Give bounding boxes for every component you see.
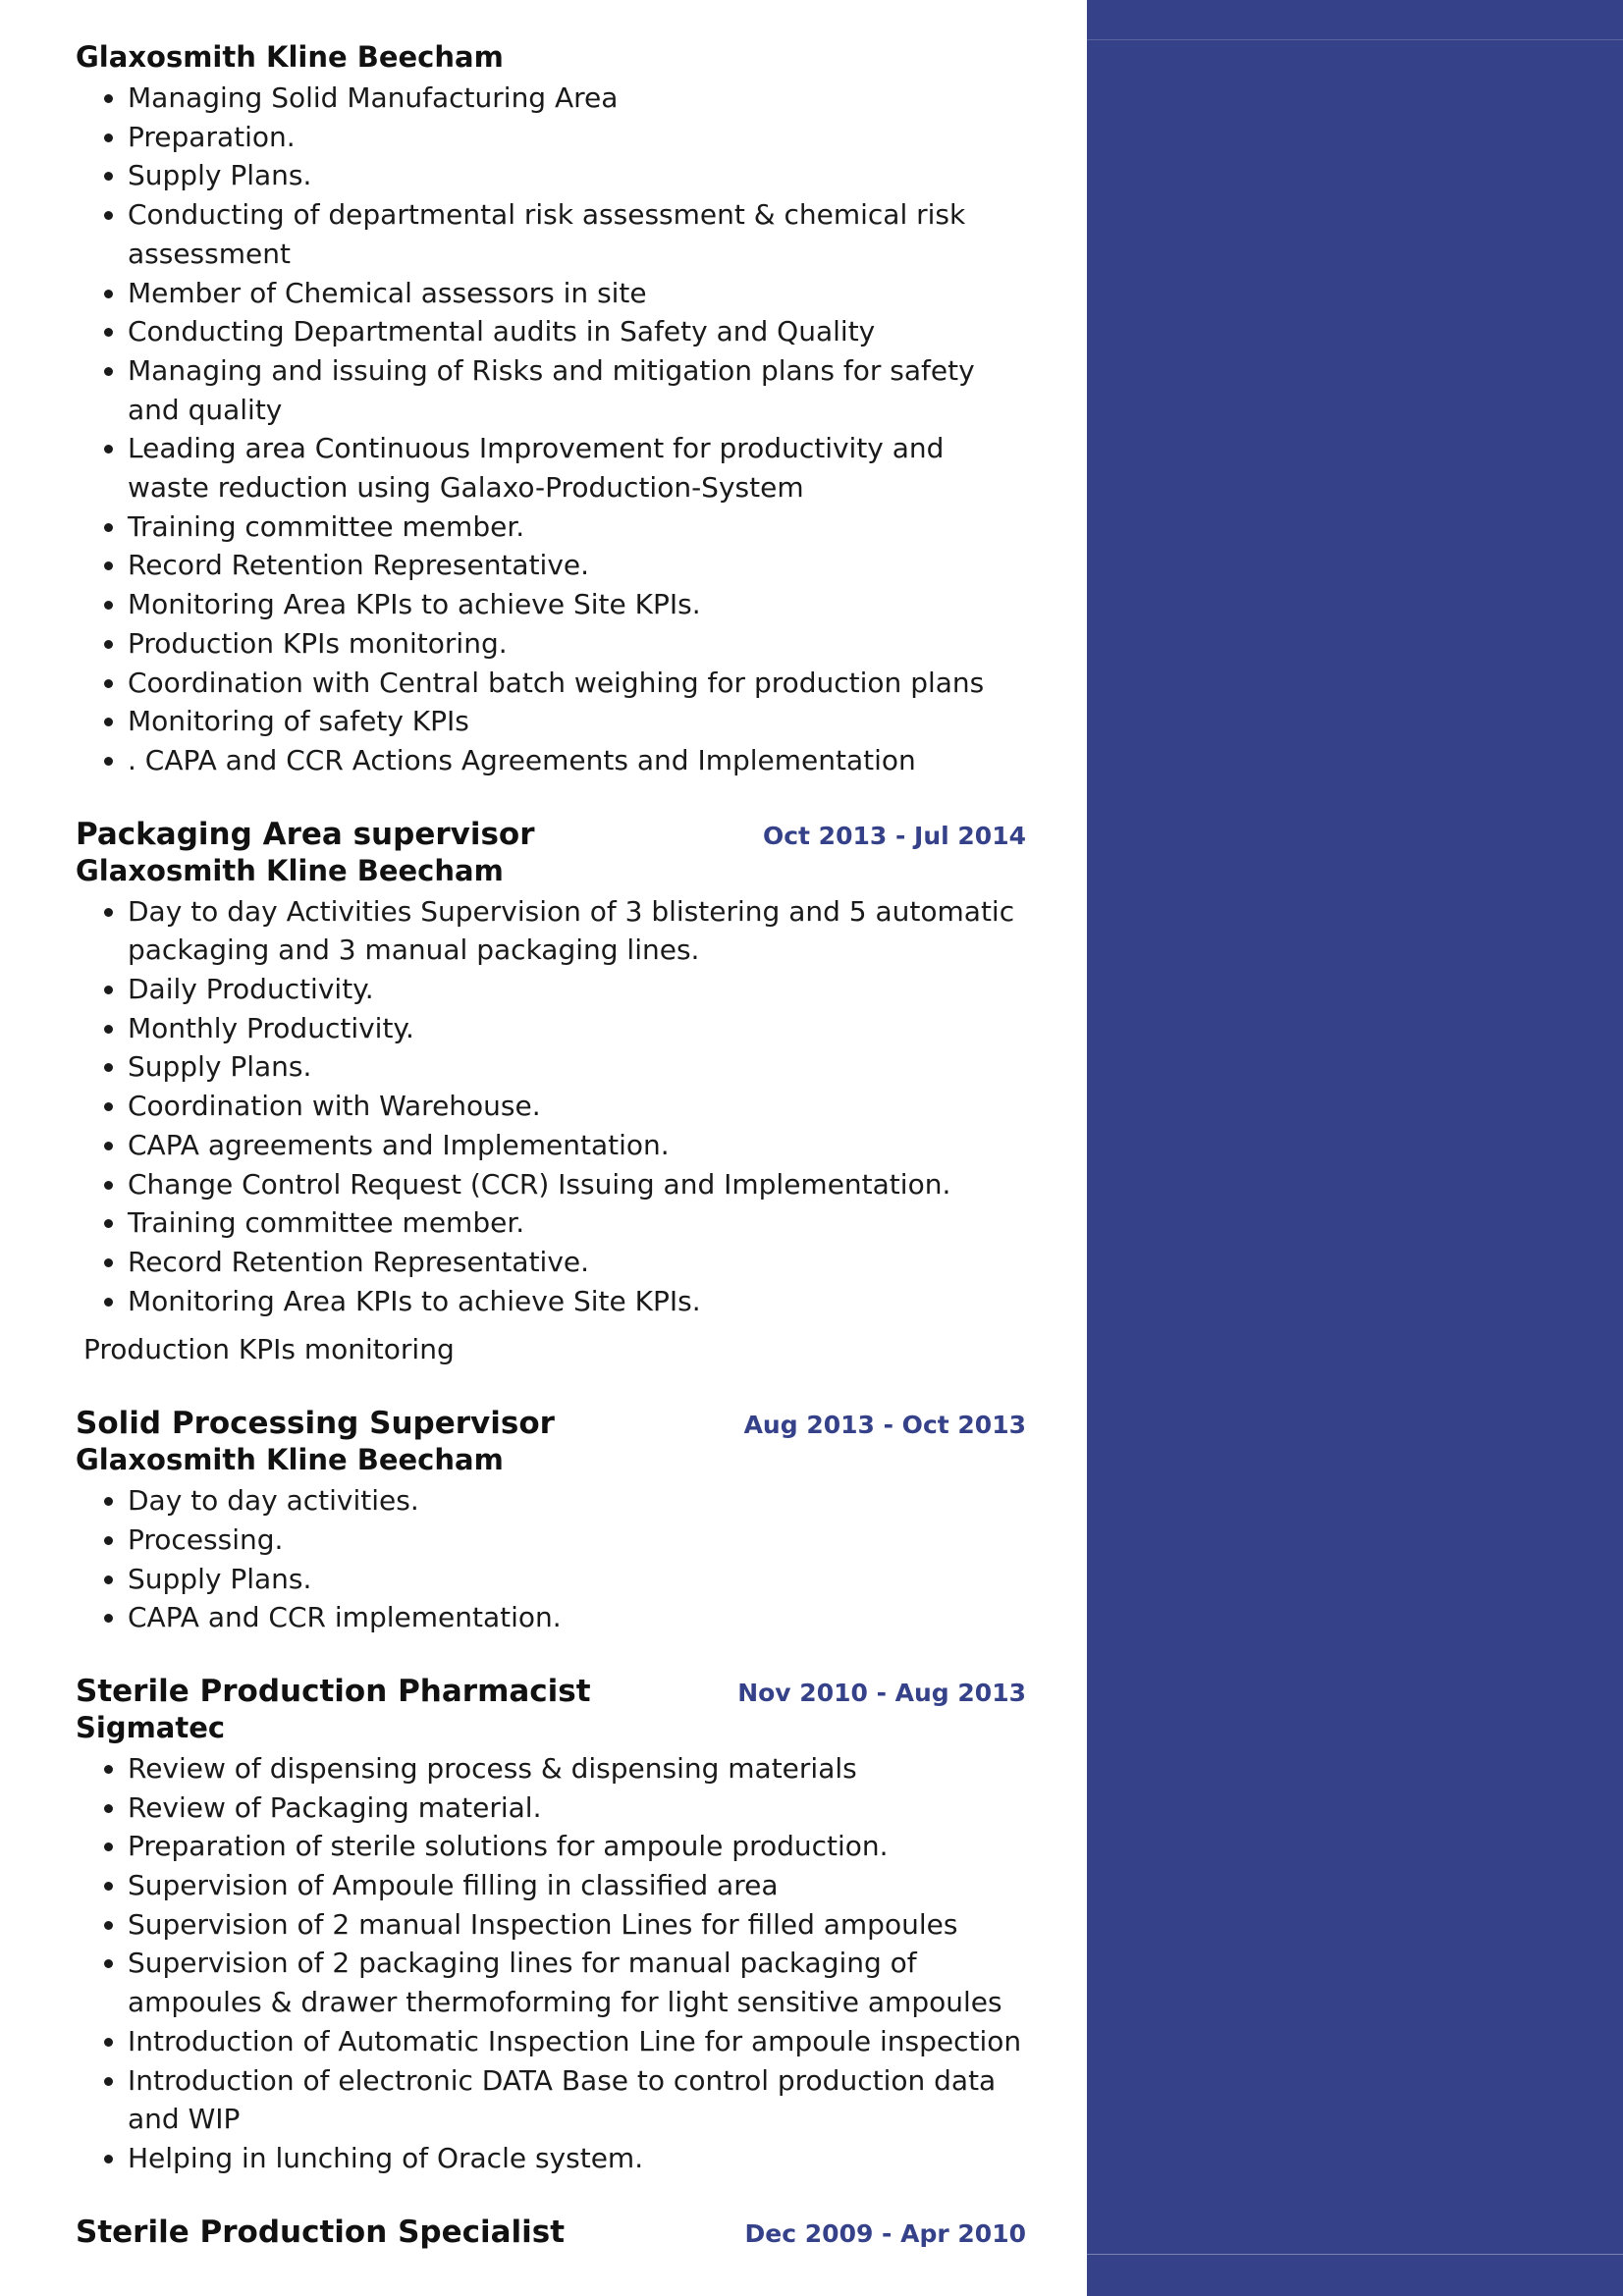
list-item: • Supervision of 2 manual Inspection Lines for filled ampoules bbox=[128, 1905, 1026, 1945]
list-item: • Member of Chemical assessors in site bbox=[128, 274, 1026, 313]
job-entry-sterile-pharmacist bbox=[76, 1673, 1026, 2178]
list-item: • Supervision of 2 packaging lines for manual packaging of ampoules & drawer thermoforming for light sensitive ampoules bbox=[128, 1944, 1026, 2021]
list-item: • Helping in lunching of Oracle system. bbox=[128, 2139, 1026, 2178]
company-name: Sigmatec bbox=[76, 1710, 226, 1744]
list-item: • Supply Plans. bbox=[128, 156, 1026, 195]
job-title: Solid Processing Supervisor bbox=[76, 1406, 555, 1442]
list-item: • Monitoring Area KPIs to achieve Site KPIs. bbox=[128, 585, 1026, 624]
list-item: • Processing. bbox=[128, 1521, 1026, 1560]
list-item: • Training committee member. bbox=[128, 1203, 1026, 1243]
list-item: • Conducting Departmental audits in Safety and Quality bbox=[128, 312, 1026, 351]
list-item: • Leading area Continuous Improvement for productivity and waste reduction using Galaxo-Production-System bbox=[128, 429, 1026, 507]
job-title: Sterile Production Pharmacist bbox=[76, 1673, 591, 1709]
list-item: • Coordination with Warehouse. bbox=[128, 1087, 1026, 1126]
company-name: Glaxosmith Kline Beecham bbox=[76, 1443, 504, 1477]
list-item: • Monitoring of safety KPIs bbox=[128, 702, 1026, 741]
list-item: • Preparation of sterile solutions for ampoule production. bbox=[128, 1827, 1026, 1866]
list-item: • Supervision of Ampoule filling in classified area bbox=[128, 1866, 1026, 1905]
job-title: Packaging Area supervisor bbox=[76, 816, 535, 852]
job-header bbox=[76, 2214, 1026, 2251]
job-date: Dec 2009 - Apr 2010 bbox=[744, 2218, 1026, 2248]
duties-list bbox=[76, 1481, 1026, 1637]
list-item: • Supply Plans. bbox=[128, 1047, 1026, 1087]
list-item: • Managing Solid Manufacturing Area bbox=[128, 79, 1026, 118]
job-header bbox=[76, 816, 1026, 853]
list-item: • Day to day activities. bbox=[128, 1481, 1026, 1521]
list-item: • Monthly Productivity. bbox=[128, 1009, 1026, 1048]
sidebar-top-divider bbox=[1087, 39, 1623, 40]
list-item: • CAPA agreements and Implementation. bbox=[128, 1126, 1026, 1165]
list-item: • Supply Plans. bbox=[128, 1560, 1026, 1599]
job-entry-solid-processing bbox=[76, 1405, 1026, 1637]
list-item: • Review of dispensing process & dispensing materials bbox=[128, 1749, 1026, 1789]
list-item: • Training committee member. bbox=[128, 507, 1026, 547]
duties-list bbox=[76, 892, 1026, 1321]
list-item: • Daily Productivity. bbox=[128, 970, 1026, 1009]
list-item: • Introduction of Automatic Inspection Line for ampoule inspection bbox=[128, 2022, 1026, 2061]
list-item: • Coordination with Central batch weighing for production plans bbox=[128, 664, 1026, 703]
duties-list bbox=[76, 79, 1026, 780]
job-title: Sterile Production Specialist bbox=[76, 2214, 566, 2250]
job-date: Aug 2013 - Oct 2013 bbox=[743, 1411, 1026, 1440]
right-sidebar bbox=[1087, 0, 1623, 2296]
list-item: • Review of Packaging material. bbox=[128, 1789, 1026, 1828]
job-date: Nov 2010 - Aug 2013 bbox=[737, 1678, 1026, 1707]
list-item: • Managing and issuing of Risks and mitigation plans for safety and quality bbox=[128, 351, 1026, 429]
list-item: • Production KPIs monitoring. bbox=[128, 624, 1026, 664]
sidebar-bottom-divider bbox=[1087, 2254, 1623, 2255]
list-item: • Change Control Request (CCR) Issuing and Implementation. bbox=[128, 1165, 1026, 1204]
list-item: • Introduction of electronic DATA Base to control production data and WIP bbox=[128, 2061, 1026, 2139]
experience-column bbox=[76, 39, 1026, 2251]
job-date: Oct 2013 - Jul 2014 bbox=[762, 821, 1026, 850]
list-item: • Preparation. bbox=[128, 118, 1026, 157]
job-entry-packaging-supervisor bbox=[76, 816, 1026, 1369]
company-name: Glaxosmith Kline Beecham bbox=[76, 40, 504, 74]
job-header bbox=[76, 1405, 1026, 1442]
company-name: Glaxosmith Kline Beecham bbox=[76, 853, 504, 887]
list-item: • Day to day Activities Supervision of 3 blistering and 5 automatic packaging and 3 manual packaging lines. bbox=[128, 892, 1026, 970]
job-header bbox=[76, 1673, 1026, 1710]
duties-list bbox=[76, 1749, 1026, 2178]
job-note: Production KPIs monitoring bbox=[83, 1333, 455, 1366]
list-item: • Record Retention Representative. bbox=[128, 546, 1026, 585]
job-entry-gsk-solid-manufacturing bbox=[76, 39, 1026, 780]
list-item: • Conducting of departmental risk assessment & chemical risk assessment bbox=[128, 195, 1026, 273]
list-item: • . CAPA and CCR Actions Agreements and Implementation bbox=[128, 741, 1026, 780]
job-entry-sterile-specialist bbox=[76, 2214, 1026, 2251]
list-item: • Record Retention Representative. bbox=[128, 1243, 1026, 1282]
list-item: • CAPA and CCR implementation. bbox=[128, 1598, 1026, 1637]
list-item: • Monitoring Area KPIs to achieve Site KPIs. bbox=[128, 1282, 1026, 1321]
